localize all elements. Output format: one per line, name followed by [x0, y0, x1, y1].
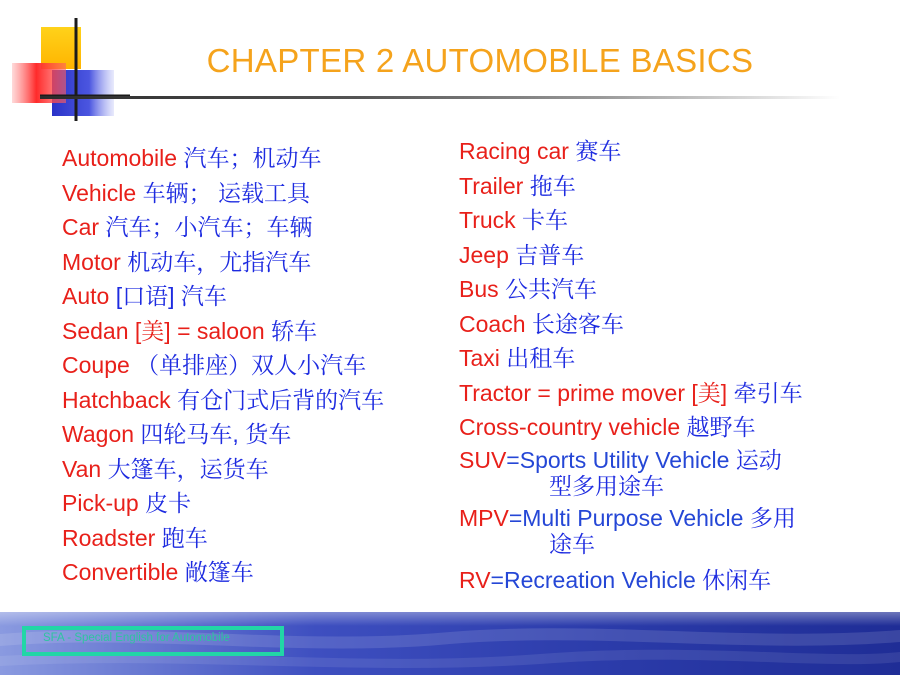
vocab-item	[62, 279, 384, 314]
vocab-item	[62, 555, 384, 590]
vocab-item	[459, 134, 803, 169]
vocab-item	[459, 447, 803, 499]
vocab-item	[459, 307, 803, 342]
vocab-translation: 汽车；小汽车；车辆	[105, 214, 313, 240]
vocab-translation: 出租车	[506, 345, 576, 371]
vocab-translation: 大篷车，运货车	[107, 455, 269, 482]
page-title: CHAPTER 2 AUTOMOBILE BASICS	[206, 42, 754, 79]
vocab-translation: 车辆； 运载工具	[142, 179, 310, 206]
vocab-term: Sedan [美] = saloon	[62, 317, 265, 344]
vocab-translation: 汽车；机动车	[183, 145, 322, 171]
vocab-term: RV	[459, 566, 491, 593]
vocab-translation: 多用	[749, 504, 796, 531]
vocab-item	[62, 348, 384, 383]
title-underline	[40, 96, 840, 99]
vocab-item	[459, 410, 803, 445]
vocab-term: MPV	[459, 504, 509, 531]
vocab-translation-continued: 途车	[549, 530, 595, 557]
vocab-item	[62, 210, 384, 245]
vocab-term: Trailer	[459, 172, 524, 199]
vocab-item	[459, 341, 803, 376]
vocab-item	[459, 272, 803, 307]
vocab-term: Jeep	[459, 241, 509, 268]
vocab-translation: 拖车	[529, 172, 576, 199]
vocab-translation: 有仓门式后背的汽车	[177, 386, 385, 413]
vocab-term: Bus	[459, 276, 499, 302]
vocab-translation: 运动	[735, 446, 782, 473]
vocab-item	[459, 203, 803, 238]
vocab-translation: 赛车	[575, 138, 622, 164]
vocab-expansion: =Multi Purpose Vehicle	[508, 504, 744, 531]
vocab-term: Van	[62, 455, 102, 482]
vocab-term: Truck	[459, 207, 516, 233]
vocab-item	[459, 376, 803, 411]
corner-decoration	[0, 0, 130, 130]
vocab-term: Automobile	[62, 145, 178, 171]
vocab-translation: （单排座）双人小汽车	[136, 352, 367, 378]
vocab-term: Cross-country vehicle	[459, 414, 681, 440]
vocab-term: Convertible	[62, 559, 179, 585]
vocab-item	[62, 452, 384, 487]
vocab-translation: [口语] 汽车	[115, 283, 227, 309]
vocab-translation: 皮卡	[145, 490, 192, 516]
vocab-term: Taxi	[459, 345, 500, 371]
vocab-term: Wagon	[62, 421, 135, 447]
vocab-translation: 卡车	[522, 207, 569, 233]
vocab-term: Motor	[62, 248, 121, 275]
vocab-translation: 越野车	[686, 414, 756, 440]
vocab-translation: 牵引车	[733, 379, 803, 406]
vocab-term: Coach	[459, 310, 526, 337]
vocab-item	[62, 141, 384, 176]
vocab-term: Coupe	[62, 352, 130, 378]
vocab-term: Car	[62, 214, 100, 240]
vocab-translation: 轿车	[271, 317, 318, 344]
vocab-term: Hatchback	[62, 386, 171, 413]
vocab-item	[459, 238, 803, 273]
vocab-item	[62, 417, 384, 452]
vocab-translation: 公共汽车	[505, 276, 598, 302]
vocab-translation: 休闲车	[702, 566, 772, 593]
vocab-item	[62, 383, 384, 418]
vocab-translation: 机动车，尤指汽车	[127, 248, 312, 275]
vocab-translation-continued: 型多用途车	[549, 472, 664, 499]
vocab-term: Racing car	[459, 138, 569, 164]
vocab-term: Pick-up	[62, 490, 139, 516]
vocab-term: Auto	[62, 283, 110, 309]
vocab-translation: 吉普车	[515, 241, 585, 268]
vocab-translation: 跑车	[161, 524, 208, 551]
vocab-item	[459, 563, 803, 598]
vocab-expansion: =Sports Utility Vehicle	[506, 446, 730, 473]
vocab-item	[62, 521, 384, 556]
vocab-term: SUV	[459, 446, 507, 473]
footer-text: SFA - Special English for Automobile	[43, 632, 230, 644]
vocab-translation: 长途客车	[531, 310, 624, 337]
vocab-translation: 敞篷车	[184, 559, 254, 585]
vocab-item	[62, 314, 384, 349]
vocab-item	[62, 245, 384, 280]
vocab-term: Tractor = prime mover [美]	[459, 379, 728, 406]
vocab-term: Vehicle	[62, 179, 137, 206]
right-vocabulary-list	[459, 134, 803, 597]
vocab-translation: 四轮马车, 货车	[140, 421, 292, 447]
vocab-item	[459, 505, 803, 557]
vocab-item	[62, 486, 384, 521]
vocab-item	[459, 169, 803, 204]
vocab-expansion: =Recreation Vehicle	[490, 566, 696, 593]
vocab-item	[62, 176, 384, 211]
left-vocabulary-list	[62, 141, 384, 590]
vocab-term: Roadster	[62, 524, 156, 551]
